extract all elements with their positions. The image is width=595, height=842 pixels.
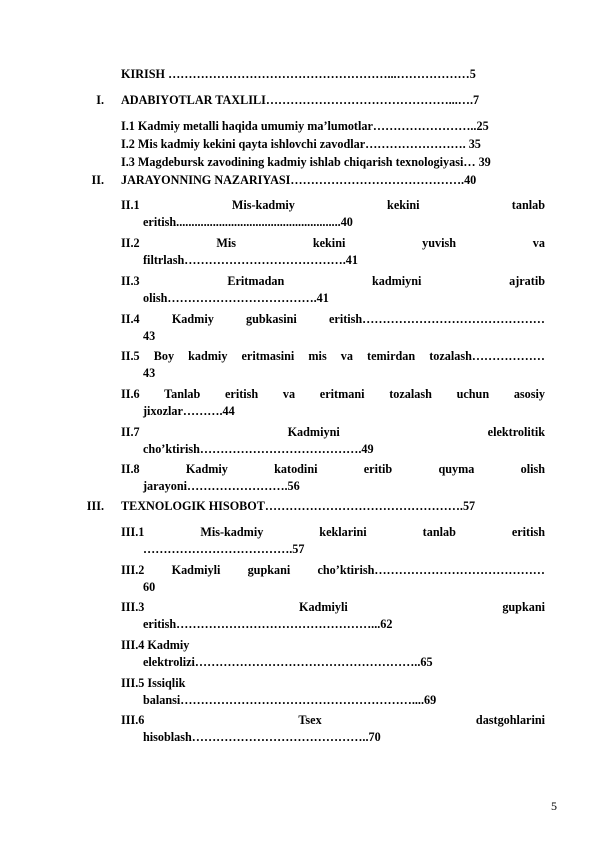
toc-entry-3-1[interactable]: III.1 Mis-kadmiy keklarini tanlab eritish [121, 525, 545, 539]
toc-entry-1-2[interactable]: I.2 Mis kadmiy kekini qayta ishlovchi zavodlar……………………. 35 [121, 137, 481, 151]
toc-entry-section-2[interactable]: JARAYONNING NAZARIYASI…………………………………….40 [121, 173, 477, 187]
toc-entry-2-1[interactable]: II.1 Mis-kadmiy kekini tanlab [121, 198, 545, 212]
toc-entry-2-8-cont[interactable]: jarayoni…………………….56 [143, 479, 300, 493]
section-number-1: I. [96, 93, 104, 107]
toc-entry-section-3[interactable]: TEXNOLOGIK HISOBOT………………………………………….57 [121, 499, 476, 513]
toc-entry-2-5[interactable]: II.5 Boy kadmiy eritmasini mis va temirdan tozalash……………… [121, 349, 545, 363]
toc-entry-2-5-cont[interactable]: 43 [143, 366, 156, 380]
section-number-3: III. [86, 499, 104, 513]
toc-entry-3-3[interactable]: III.3 Kadmiyli gupkani [121, 600, 545, 614]
toc-entry-2-8[interactable]: II.8 Kadmiy katodini eritib quyma olish [121, 462, 545, 476]
toc-entry-3-5-cont[interactable]: balansi…………………………………………………....69 [143, 693, 437, 707]
toc-entry-1-1[interactable]: I.1 Kadmiy metalli haqida umumiy ma’lumotlar……………………..25 [121, 119, 489, 133]
section-number-2: II. [91, 173, 104, 187]
toc-entry-3-2[interactable]: III.2 Kadmiyli gupkani cho’ktirish…………………………………… [121, 563, 545, 577]
toc-entry-2-2[interactable]: II.2 Mis kekini yuvish va [121, 236, 545, 250]
toc-entry-3-3-cont[interactable]: eritish…………………………………………...62 [143, 617, 393, 631]
toc-entry-section-1[interactable]: ADABIYOTLAR TAXLILI………………………………………...….7 [121, 93, 480, 107]
toc-entry-2-6-cont[interactable]: jixozlar……….44 [143, 404, 235, 418]
toc-entry-2-4-cont[interactable]: 43 [143, 329, 156, 343]
toc-entry-3-4-cont[interactable]: elektrolizi………………………………………………..65 [143, 655, 433, 669]
toc-entry-3-5[interactable]: III.5 Issiqlik [121, 676, 186, 690]
page-number: 5 [551, 799, 557, 813]
toc-entry-3-2-cont[interactable]: 60 [143, 580, 156, 594]
toc-entry-2-3[interactable]: II.3 Eritmadan kadmiyni ajratib [121, 274, 545, 288]
toc-entry-2-2-cont[interactable]: filtrlash………………………………….41 [143, 253, 358, 267]
toc-entry-2-1-cont[interactable]: eritish......................................................40 [143, 215, 353, 229]
toc-entry-3-6[interactable]: III.6 Tsex dastgohlarini [121, 713, 545, 727]
toc-entry-3-4[interactable]: III.4 Kadmiy [121, 638, 190, 652]
toc-entry-2-7-cont[interactable]: cho’ktirish………………………………….49 [143, 442, 374, 456]
toc-entry-2-6[interactable]: II.6 Tanlab eritish va eritmani tozalash uchun asosiy [121, 387, 545, 401]
toc-entry-3-6-cont[interactable]: hisoblash……………………………………..70 [143, 730, 381, 744]
toc-entry-3-1-cont[interactable]: ……………………………….57 [143, 542, 305, 556]
toc-entry-kirish[interactable]: KIRISH ………………………………………………...………………5 [121, 67, 476, 81]
toc-entry-1-3[interactable]: I.3 Magdebursk zavodining kadmiy ishlab chiqarish texnologiyasi… 39 [121, 155, 491, 169]
toc-entry-2-4[interactable]: II.4 Kadmiy gubkasini eritish……………………………………… [121, 312, 545, 326]
toc-entry-2-7[interactable]: II.7 Kadmiyni elektrolitik [121, 425, 545, 439]
toc-entry-2-3-cont[interactable]: olish……………………………….41 [143, 291, 329, 305]
